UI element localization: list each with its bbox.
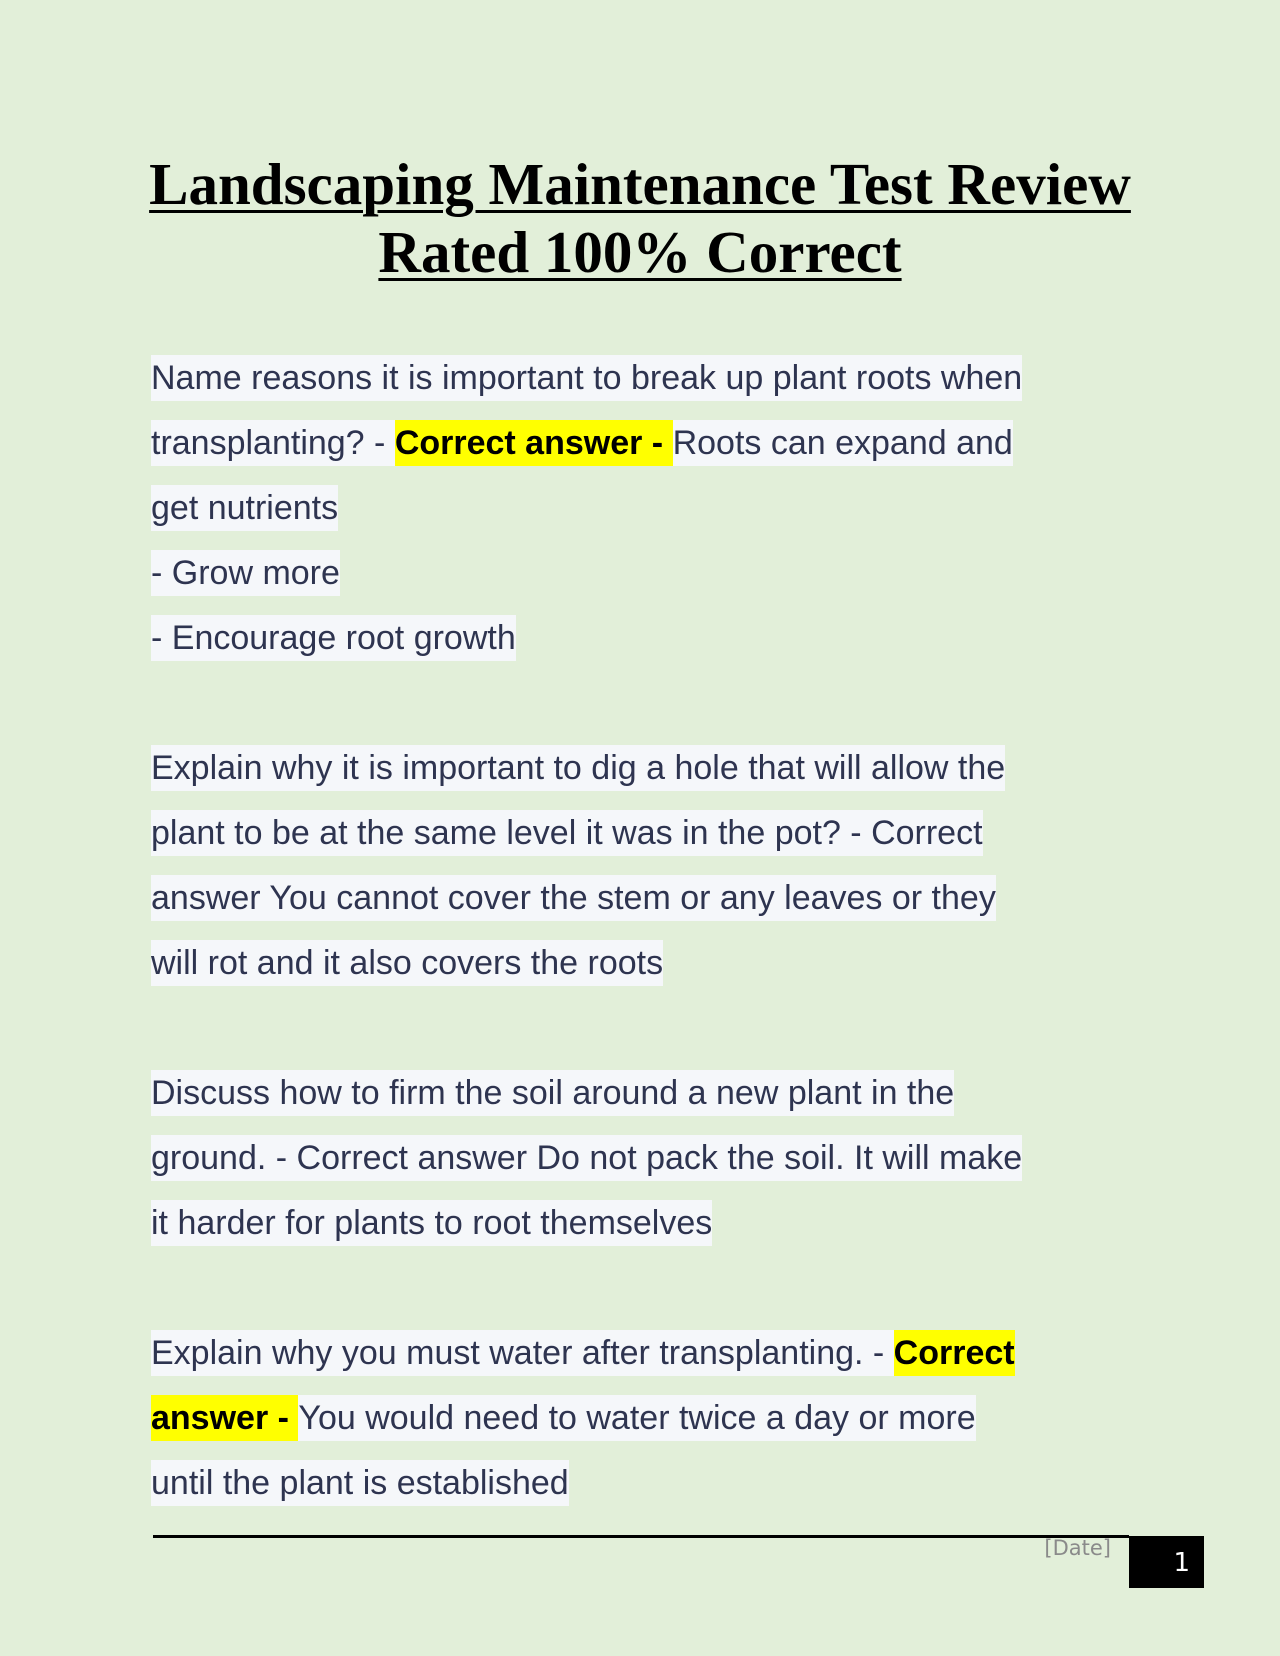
qa-text: - Grow more (151, 550, 340, 596)
qa-text: it harder for plants to root themselves (151, 1200, 712, 1246)
qa-text: Name reasons it is important to break up plant roots when (151, 355, 1022, 401)
correct-answer-label: Correct (894, 1330, 1015, 1376)
qa-text: You would need to water twice a day or more (298, 1395, 975, 1441)
qa-text: Explain why it is important to dig a hole that will allow the (151, 745, 1005, 791)
document-title (0, 150, 1280, 286)
qa-line (151, 606, 1151, 671)
correct-answer-label: Correct answer - (395, 420, 673, 466)
correct-answer-label: answer - (151, 1395, 298, 1441)
page-number-box (1129, 1536, 1204, 1588)
blank-line (151, 1256, 1151, 1321)
qa-text: answer You cannot cover the stem or any leaves or they (151, 875, 996, 921)
document-body (151, 346, 1151, 1516)
qa-line (151, 801, 1151, 866)
page-number: 1 (1173, 1548, 1190, 1578)
qa-text: will rot and it also covers the roots (151, 940, 663, 986)
qa-text: Discuss how to firm the soil around a new plant in the (151, 1070, 954, 1116)
qa-text: transplanting? - (151, 420, 395, 466)
qa-line (151, 476, 1151, 541)
title-line-1: Landscaping Maintenance Test Review (149, 151, 1131, 217)
qa-line (151, 1386, 1151, 1451)
qa-line (151, 1451, 1151, 1516)
qa-text: plant to be at the same level it was in the pot? - Correct (151, 810, 983, 856)
qa-line (151, 931, 1151, 996)
qa-line (151, 1191, 1151, 1256)
qa-line (151, 346, 1151, 411)
blank-line (151, 671, 1151, 736)
qa-line (151, 736, 1151, 801)
qa-text: - Encourage root growth (151, 615, 516, 661)
qa-line (151, 411, 1151, 476)
qa-text: Explain why you must water after transplanting. - (151, 1330, 894, 1376)
qa-line (151, 1061, 1151, 1126)
footer-divider (153, 1535, 1129, 1538)
blank-line (151, 996, 1151, 1061)
qa-line (151, 866, 1151, 931)
qa-line (151, 541, 1151, 606)
qa-text: get nutrients (151, 485, 338, 531)
qa-line (151, 1126, 1151, 1191)
qa-line (151, 1321, 1151, 1386)
qa-text: until the plant is established (151, 1460, 569, 1506)
footer-date: [Date] (1044, 1536, 1111, 1560)
qa-text: Roots can expand and (673, 420, 1013, 466)
qa-text: ground. - Correct answer Do not pack the soil. It will make (151, 1135, 1022, 1181)
title-line-2: Rated 100% Correct (378, 219, 902, 285)
